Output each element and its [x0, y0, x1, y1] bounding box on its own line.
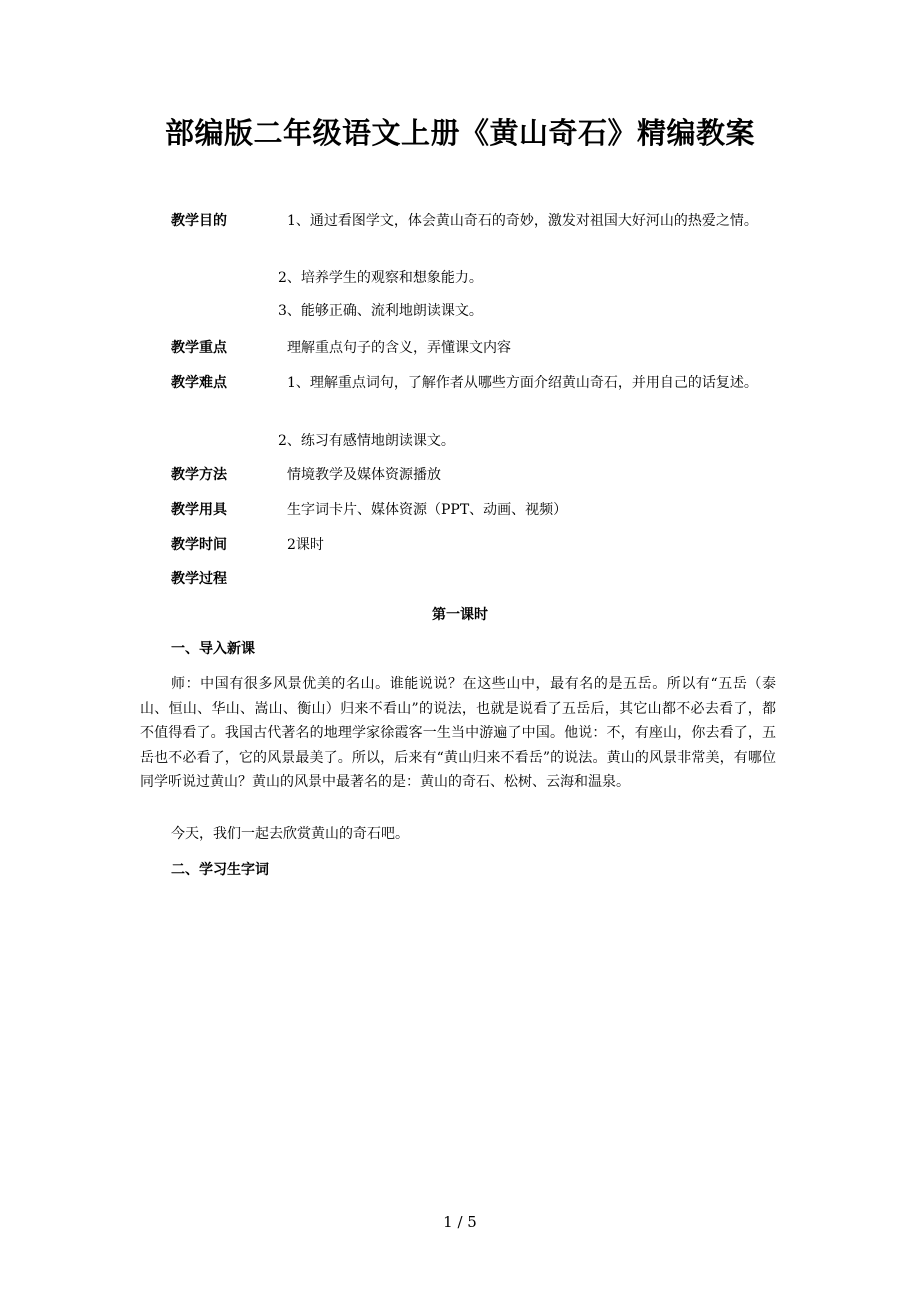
difficulties-item-2: 2、练习有感情地朗读课文。 [278, 433, 455, 449]
section-heading-vocab: 二、学习生字词 [171, 862, 269, 878]
method-value: 情境教学及媒体资源播放 [287, 467, 441, 483]
lesson-heading: 第一课时 [432, 607, 488, 623]
method-label: 教学方法 [171, 467, 227, 483]
goals-item-1: 1、通过看图学文，体会黄山奇石的奇妙，激发对祖国大好河山的热爱之情。 [287, 213, 758, 229]
difficulties-item-1: 1、理解重点词句，了解作者从哪些方面介绍黄山奇石，并用自己的话复述。 [287, 375, 758, 391]
goals-label: 教学目的 [171, 213, 227, 229]
key-points-label: 教学重点 [171, 340, 227, 356]
difficulties-label: 教学难点 [171, 375, 227, 391]
goals-row [140, 209, 780, 233]
section-heading-intro: 一、导入新课 [171, 641, 255, 657]
goals-item-3: 3、能够正确、流利地朗读课文。 [278, 303, 483, 319]
duration-value: 2课时 [287, 537, 324, 553]
tools-label: 教学用具 [171, 502, 227, 518]
goals-item-2: 2、培养学生的观察和想象能力。 [278, 270, 483, 286]
closing-paragraph: 今天，我们一起去欣赏黄山的奇石吧。 [171, 826, 409, 842]
key-points-value: 理解重点句子的含义，弄懂课文内容 [287, 340, 511, 356]
tools-value: 生字词卡片、媒体资源（PPT、动画、视频） [287, 502, 568, 518]
intro-paragraph: 师：中国有很多风景优美的名山。谁能说说？在这些山中，最有名的是五岳。所以有“五岳（泰山、恒山、华山、嵩山、衡山）归来不看山”的说法，也就是说看了五岳后，其它山都不必去看了，都不值得看了。我国古代著名的地理学家徐霞客一生当中游遍了中国。他说：不，有座山，你去看了，五岳也不必看了，它的风景最美了。所以，后来有“黄山归来不看岳”的说法。黄山的风景非常美，有哪位同学听说过黄山？黄山的风景中最著名的是：黄山的奇石、松树、云海和温泉。 [140, 676, 776, 791]
page-number: 1 / 5 [443, 1213, 477, 1231]
document-title: 部编版二年级语文上册《黄山奇石》精编教案 [164, 116, 755, 150]
duration-label: 教学时间 [171, 537, 227, 553]
difficulties-row [140, 371, 780, 395]
process-label: 教学过程 [171, 571, 227, 587]
